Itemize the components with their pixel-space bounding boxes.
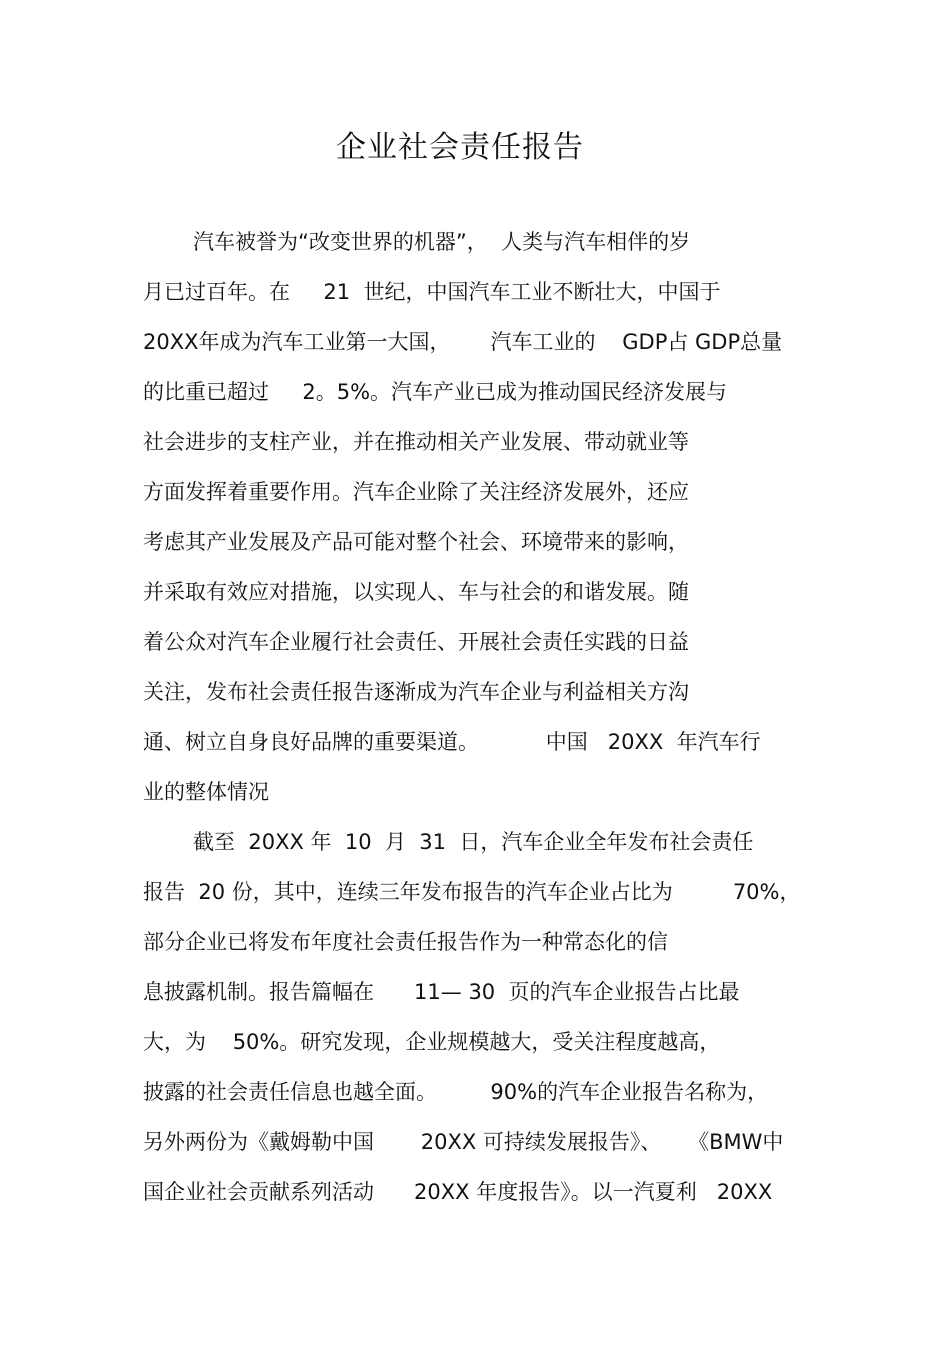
paragraph-2-line-8: 国企业社会贡献系列活动 20XX 年度报告》。以一汽夏利 20XX [143, 1180, 773, 1204]
paragraph-1-line-7: 考虑其产业发展及产品可能对整个社会、环境带来的影响， [143, 530, 689, 554]
paragraph-1-line-11: 通、树立自身良好品牌的重要渠道。 中国 20XX 年汽车行 [143, 730, 761, 754]
paragraph-1-line-12: 业的整体情况 [143, 780, 269, 804]
paragraph-2-line-4: 息披露机制。报告篇幅在 11— 30 页的汽车企业报告占比最 [143, 980, 740, 1004]
paragraph-1-line-8: 并采取有效应对措施，以实现人、车与社会的和谐发展。随 [143, 580, 689, 604]
paragraph-2-line-2: 报告 20 份，其中，连续三年发布报告的汽车企业占比为 70%， [143, 880, 801, 904]
document-title: 企业社会责任报告 [336, 130, 584, 165]
paragraph-1-line-5: 社会进步的支柱产业，并在推动相关产业发展、带动就业等 [143, 430, 689, 454]
paragraph-1-line-1: 汽车被誉为“改变世界的机器”， 人类与汽车相伴的岁 [193, 230, 691, 254]
paragraph-1-line-10: 关注，发布社会责任报告逐渐成为汽车企业与利益相关方沟 [143, 680, 689, 704]
paragraph-2-line-3: 部分企业已将发布年度社会责任报告作为一种常态化的信 [143, 930, 668, 954]
paragraph-1-line-6: 方面发挥着重要作用。汽车企业除了关注经济发展外，还应 [143, 480, 689, 504]
paragraph-1-line-9: 着公众对汽车企业履行社会责任、开展社会责任实践的日益 [143, 630, 689, 654]
paragraph-1-line-3: 20XX年成为汽车工业第一大国， 汽车工业的 GDP占 GDP总量 [143, 330, 783, 354]
paragraph-1-line-4: 的比重已超过 2。5%。汽车产业已成为推动国民经济发展与 [143, 380, 728, 404]
paragraph-2-line-1: 截至 20XX 年 10 月 31 日，汽车企业全年发布社会责任 [193, 830, 754, 854]
paragraph-2-line-6: 披露的社会责任信息也越全面。 90%的汽车企业报告名称为， [143, 1080, 769, 1104]
paragraph-1-line-2: 月已过百年。在 21 世纪，中国汽车工业不断壮大，中国于 [143, 280, 721, 304]
paragraph-2-line-7: 另外两份为《戴姆勒中国 20XX 可持续发展报告》、 《BMW中 [143, 1130, 784, 1154]
paragraph-2-line-5: 大，为 50%。研究发现，企业规模越大，受关注程度越高， [143, 1030, 721, 1054]
